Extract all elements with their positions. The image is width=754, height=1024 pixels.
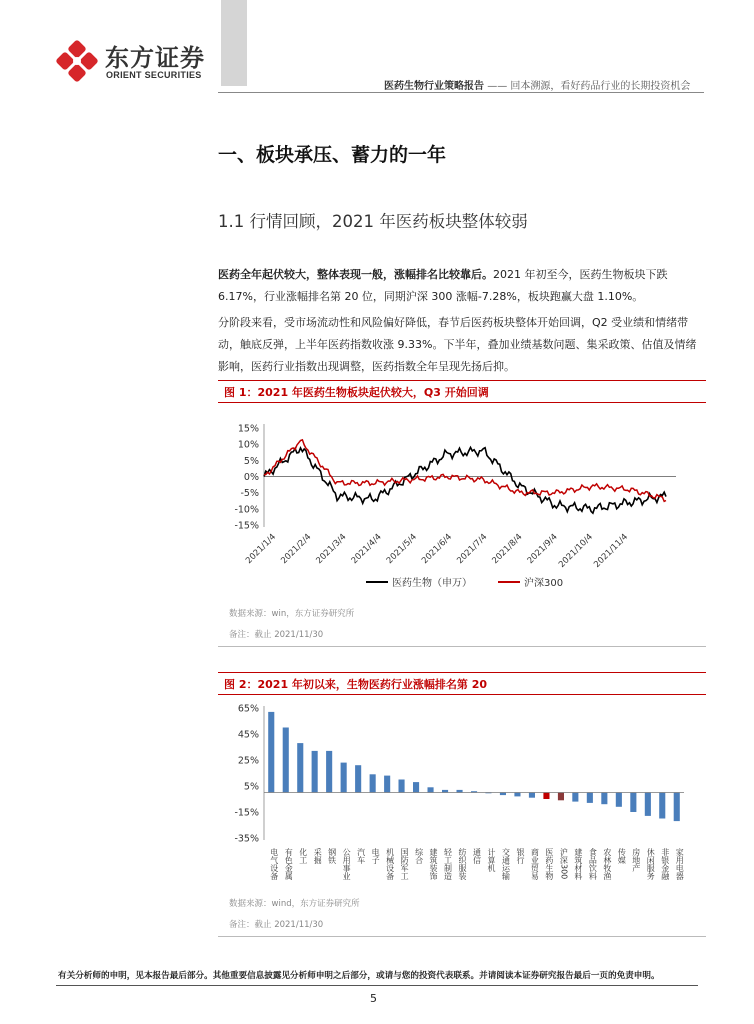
fig1-title: 图 1：2021 年医药生物板块起伏较大，Q3 开始回调 <box>224 386 489 399</box>
fig2-bar <box>543 793 549 800</box>
fig2-category-label: 家用电器 <box>675 848 685 880</box>
fig2-category-label: 采掘 <box>313 848 323 864</box>
fig2-category-label: 传媒 <box>617 848 627 864</box>
fig2-bar <box>514 793 520 797</box>
logo-chinese-name: 东方证券 <box>105 44 205 72</box>
fig2-bar <box>630 793 636 813</box>
fig2-top-rule <box>218 672 706 673</box>
fig1-x-tick-label: 2021/5/4 <box>384 532 419 567</box>
fig1-x-tick-label: 2021/2/4 <box>279 532 314 567</box>
fig2-bar <box>674 793 680 822</box>
fig2-bar <box>312 751 318 793</box>
fig2-category-label: 房地产 <box>631 848 641 872</box>
fig2-bar <box>283 728 289 793</box>
header-gray-bar <box>221 0 247 86</box>
fig2-category-label: 建筑装饰 <box>429 848 439 880</box>
fig2-category-label: 电气设备 <box>269 848 279 880</box>
fig2-bar <box>558 793 564 801</box>
fig2-bar <box>413 782 419 792</box>
report-type: 医药生物行业策略报告 <box>384 81 484 92</box>
fig2-y-tick-label: 65% <box>237 703 259 715</box>
fig2-bar <box>616 793 622 807</box>
fig2-category-label: 电子 <box>371 848 381 864</box>
fig2-category-label: 商业贸易 <box>530 848 540 880</box>
fig1-legend-label: 医药生物（申万） <box>392 578 472 589</box>
fig1-y-tick-label: 10% <box>237 439 259 451</box>
fig2-bar <box>645 793 651 816</box>
fig2-category-label: 交通运输 <box>501 848 511 880</box>
fig2-bar <box>370 774 376 792</box>
fig2-bar <box>529 793 535 798</box>
paragraph-phases: 分阶段来看，受市场流动性和风险偏好降低，春节后医药板块整体开始回调，Q2 受业绩和情绪带动，触底反弹，上半年医药指数收涨 9.33%。下半年，叠加业绩基数问题、集采政策、估值及情绪影响，医药行业指数出现调整，医药指数全年呈现先扬后抑。 <box>218 316 697 373</box>
fig2-y-tick-label: 25% <box>237 755 259 767</box>
fig1-x-tick-label: 2021/1/4 <box>244 532 279 567</box>
header-separator: —— <box>487 81 508 92</box>
fig2-bottom-rule <box>218 936 706 937</box>
fig1-title-rule <box>218 402 706 403</box>
fig1-y-tick-label: 15% <box>237 423 259 435</box>
fig1-legend-label: 沪深300 <box>524 578 564 589</box>
fig2-bar <box>399 780 405 793</box>
fig2-bar <box>341 763 347 793</box>
paragraph-summary-body: 2021 年初至今，医药生物板块下跌 6.17%，行业涨幅排名第 20 位，同期沪深 300 涨幅-7.28%，板块跑赢大盘 1.10%。 <box>218 268 668 303</box>
page-number: 5 <box>370 992 377 1005</box>
paragraph-summary <box>218 264 706 308</box>
fig2-category-label: 食品饮料 <box>588 848 598 880</box>
fig2-title-rule <box>218 694 706 695</box>
fig2-source: 数据来源：wind，东方证券研究所 <box>229 899 360 909</box>
orient-logo-icon <box>56 40 100 84</box>
fig2-bar <box>428 787 434 792</box>
paragraph-summary-lead: 医药全年起伏较大，整体表现一般，涨幅排名比较靠后。 <box>218 268 493 281</box>
fig2-category-label: 非银金融 <box>660 848 670 880</box>
fig2-category-label: 国防军工 <box>400 848 410 880</box>
fig1-series-line <box>264 447 666 513</box>
subsection-heading: 1.1 行情回顾，2021 年医药板块整体较弱 <box>218 212 528 231</box>
section-heading: 一、板块承压、蓄力的一年 <box>218 144 447 166</box>
fig2-bar <box>326 751 332 793</box>
fig2-category-label: 休闲服务 <box>646 848 656 880</box>
fig1-x-tick-label: 2021/6/4 <box>420 532 455 567</box>
fig2-category-label: 汽车 <box>356 848 366 864</box>
fig2-category-label: 有色金属 <box>284 848 294 880</box>
fig2-category-label: 医药生物 <box>544 848 554 880</box>
fig2-y-tick-label: -15% <box>234 807 259 819</box>
fig1-y-tick-label: -10% <box>234 504 259 516</box>
fig2-category-label: 建筑材料 <box>573 848 583 880</box>
fig1-x-tick-label: 2021/10/4 <box>557 532 595 570</box>
fig2-category-label: 机械设备 <box>385 848 395 880</box>
fig1-bottom-rule <box>218 646 706 647</box>
fig2-bar <box>268 712 274 793</box>
fig2-category-label: 钢铁 <box>327 848 337 864</box>
fig1-x-tick-label: 2021/7/4 <box>455 532 490 567</box>
fig2-note: 备注：截止 2021/11/30 <box>229 920 324 930</box>
fig2-y-tick-label: -35% <box>234 833 259 845</box>
footer-rule <box>56 985 698 986</box>
fig1-note: 备注：截止 2021/11/30 <box>229 630 324 640</box>
running-header <box>384 77 690 92</box>
fig2-bar <box>587 793 593 803</box>
fig1-y-tick-label: 0% <box>243 472 259 483</box>
fig2-title: 图 2：2021 年初以来，生物医药行业涨幅排名第 20 <box>224 678 488 691</box>
fig2-category-label: 沪深300 <box>559 848 569 880</box>
fig1-source: 数据来源：win，东方证券研究所 <box>229 609 355 619</box>
fig1-series-line <box>264 440 666 502</box>
fig2-category-label: 化工 <box>298 848 308 864</box>
fig1-y-tick-label: -5% <box>240 488 259 500</box>
fig1-top-rule <box>218 380 706 381</box>
fig2-category-label: 通信 <box>472 848 482 864</box>
fig2-bar <box>297 743 303 792</box>
fig2-category-label: 农林牧渔 <box>602 848 612 880</box>
logo-english-name: ORIENT SECURITIES <box>106 70 202 80</box>
fig1-x-tick-label: 2021/3/4 <box>314 532 349 567</box>
fig2-category-label: 轻工制造 <box>443 848 453 880</box>
fig2-category-label: 银行 <box>515 848 525 864</box>
fig2-category-label: 纺织服装 <box>458 848 468 880</box>
fig2-y-tick-label: 45% <box>237 729 259 741</box>
fig1-x-tick-label: 2021/11/4 <box>592 532 631 570</box>
fig2-y-tick-label: 5% <box>243 781 259 793</box>
fig1-x-tick-label: 2021/9/4 <box>525 532 560 567</box>
fig2-bar <box>601 793 607 805</box>
fig2-category-label: 公用事业 <box>342 848 352 880</box>
footer-disclaimer: 有关分析师的申明，见本报告最后部分。其他重要信息披露见分析师申明之后部分，或请与您的投资代表联系。并请阅读本证券研究报告最后一页的免责申明。 <box>58 971 660 981</box>
fig1-x-tick-label: 2021/4/4 <box>349 532 384 567</box>
fig2-bar <box>572 793 578 802</box>
fig2-category-label: 计算机 <box>486 848 496 872</box>
header-rule <box>218 92 704 93</box>
fig2-bar-chart <box>218 700 706 890</box>
fig1-line-chart <box>218 410 706 595</box>
fig1-x-tick-label: 2021/8/4 <box>490 532 525 567</box>
fig2-bar <box>355 765 361 792</box>
fig2-bar <box>384 776 390 793</box>
fig2-bar <box>659 793 665 819</box>
fig2-category-label: 综合 <box>414 848 424 864</box>
fig1-y-tick-label: -15% <box>234 520 259 532</box>
fig1-y-tick-label: 5% <box>243 455 259 467</box>
report-subtitle: 回本溯源，看好药品行业的长期投资机会 <box>510 81 691 92</box>
